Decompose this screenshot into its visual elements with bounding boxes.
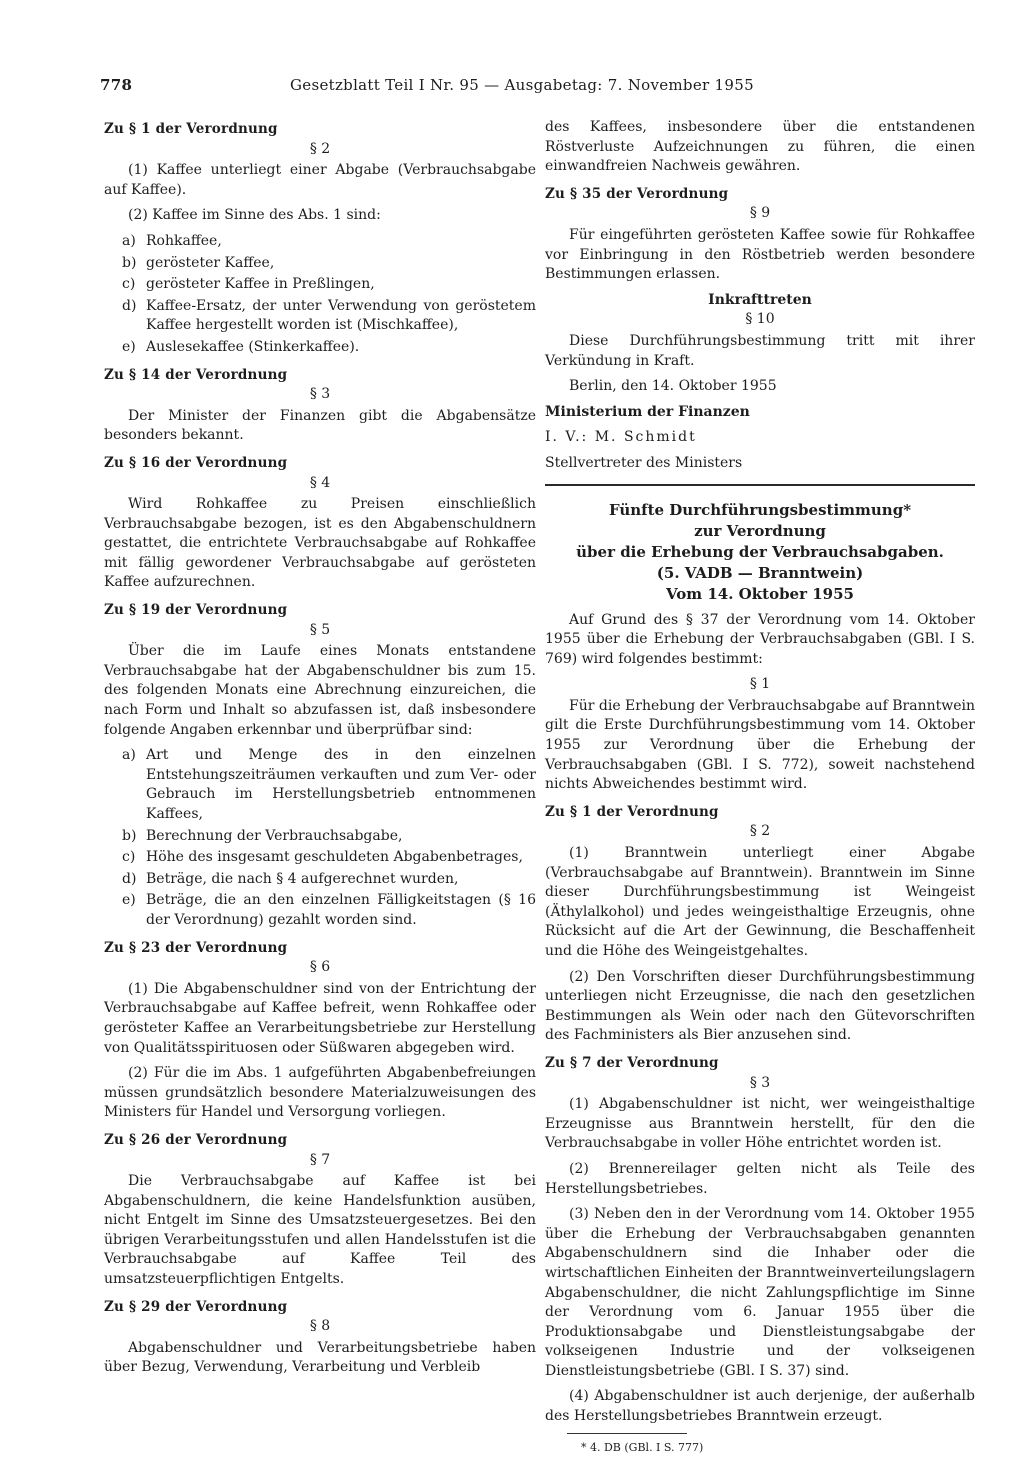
list-item-text: Kaffee-Ersatz, der unter Verwendung von geröstetem Kaffee hergestellt worden ist (Mischkaffee), (146, 297, 536, 334)
section-heading: Zu § 35 der Verordnung (545, 185, 729, 202)
enumerated-list (122, 746, 536, 930)
list-item-text: gerösteter Kaffee in Preßlingen, (146, 276, 375, 293)
paragraph-text: (2) Den Vorschriften dieser Durchführungsbestimmung unterliegen nicht Erzeugnisse, die nach den gesetzlichen Bestimmungen als Wein oder nach den Gütevorschriften des Fachministers als Bier anzusehen sind. (545, 968, 975, 1044)
decree-title-line: Fünfte Durchführungsbestimmung* (608, 500, 912, 519)
list-item (122, 232, 536, 252)
list-item (122, 891, 536, 930)
section-heading: Zu § 23 der Verordnung (104, 939, 288, 956)
ministry-name: Ministerium der Finanzen (545, 403, 750, 420)
list-item-text: Rohkaffee, (146, 232, 222, 249)
paragraph-text: (1) Die Abgabenschuldner sind von der Entrichtung der Verbrauchsabgabe auf Kaffee befreit, wenn Rohkaffee oder gerösteter Kaffee an Verarbeitungsbetriebe zur Herstellung von Qualitätsspirituosen oder Süßwaren abgegeben wird. (104, 980, 536, 1056)
paragraph-text: (1) Branntwein unterliegt einer Abgabe (Verbrauchsabgabe auf Branntwein). Branntwein im Sinne dieser Durchführungsbestimmung ist Weingeist (Äthylalkohol) und jedes weingeisthaltige Erzeugnis, ohne Rücksicht auf die Art der Gewinnung, die Beschaffenheit und die Höhe des Weingeistgehaltes. (545, 845, 975, 959)
header-title: Gesetzblatt Teil I Nr. 95 — Ausgabetag: 7. November 1955 (290, 76, 754, 94)
paragraph-text: (1) Kaffee unterliegt einer Abgabe (Verbrauchsabgabe auf Kaffee). (104, 162, 536, 198)
section-heading: Zu § 1 der Verordnung (545, 803, 719, 820)
right-column (545, 118, 975, 1457)
paragraph-text: Wird Rohkaffee zu Preisen einschließlich Verbrauchsabgabe bezogen, ist es den Abgabenschuldnern gestattet, die entrichtete Verbrauchsabgabe auf Rohkaffee mit fällig gewordener Verbrauchsabgabe auf gerösteten Kaffee aufzurechnen. (104, 496, 536, 591)
section-divider (545, 484, 975, 486)
section-heading: Zu § 19 der Verordnung (104, 602, 288, 619)
section-heading: Zu § 1 der Verordnung (104, 121, 278, 137)
paragraph-number: § 4 (309, 474, 331, 491)
list-item (122, 870, 536, 890)
section-heading: Zu § 29 der Verordnung (104, 1298, 288, 1315)
list-item-text: Beträge, die nach § 4 aufgerechnet wurden, (146, 870, 459, 887)
list-item (122, 297, 536, 336)
paragraph-number: § 3 (309, 386, 331, 403)
paragraph-number: § 2 (749, 823, 771, 840)
paragraph-number: § 1 (749, 676, 771, 693)
footnote: * 4. DB (GBl. I S. 777) (581, 1440, 704, 1454)
list-item-label: a) (122, 232, 136, 249)
paragraph-number: § 8 (309, 1318, 331, 1335)
paragraph-text: (4) Abgabenschuldner ist auch derjenige, der außerhalb des Herstellungsbetriebes Branntwein erzeugt. (545, 1388, 975, 1425)
list-item-label: e) (122, 338, 136, 355)
section-heading: Zu § 26 der Verordnung (104, 1131, 288, 1148)
list-item-label: b) (122, 254, 137, 271)
date-line: Berlin, den 14. Oktober 1955 (569, 378, 777, 395)
paragraph-text: (2) Für die im Abs. 1 aufgeführten Abgabenbefreiungen müssen grundsätzlich besondere Materialzuweisungen des Ministers für Handel und Versorgung vorliegen. (104, 1065, 536, 1121)
paragraph-number: § 10 (745, 311, 775, 328)
page-number: 778 (100, 76, 133, 94)
enumerated-list (122, 232, 536, 358)
left-column (104, 112, 536, 1384)
paragraph-text: Die Verbrauchsabgabe auf Kaffee ist bei Abgabenschuldnern, die keine Handelsfunktion ausüben, nicht Entgelt im Sinne des Umsatzsteuergesetzes. Bei den übrigen Verarbeitungsstufen und allen Handelsstufen ist die Verbrauchsabgabe auf Kaffee Teil des umsatzsteuerpflichtigen Entgelts. (104, 1173, 536, 1288)
paragraph-text: Auf Grund des § 37 der Verordnung vom 14. Oktober 1955 über die Erhebung der Verbrauchsabgaben (GBl. I S. 769) wird folgendes bestimmt: (545, 611, 975, 667)
list-item-text: Höhe des insgesamt geschuldeten Abgabenbetrages, (146, 849, 523, 866)
decree-title-line: (5. VADB — Branntwein) (656, 563, 864, 582)
list-item-label: d) (122, 870, 137, 887)
list-item-label: d) (122, 297, 137, 314)
signer-role: Stellvertreter des Ministers (545, 454, 743, 471)
paragraph-number: § 6 (309, 959, 331, 976)
footnote-divider (567, 1433, 687, 1434)
decree-date: Vom 14. Oktober 1955 (666, 584, 854, 603)
list-item (122, 848, 536, 868)
paragraph-text: Der Minister der Finanzen gibt die Abgabensätze besonders bekannt. (104, 407, 536, 444)
list-item (122, 746, 536, 824)
list-item-text: Auslesekaffee (Stinkerkaffee). (146, 338, 360, 355)
decree-title-line: zur Verordnung (694, 521, 826, 540)
section-heading: Zu § 7 der Verordnung (545, 1054, 719, 1071)
list-item (122, 254, 536, 274)
paragraph-text: (2) Kaffee im Sinne des Abs. 1 sind: (128, 207, 381, 224)
paragraph-text: Für eingeführten gerösteten Kaffee sowie für Rohkaffee vor Einbringung in den Röstbetrieb werden besondere Bestimmungen erlassen. (545, 226, 975, 283)
list-item-label: a) (122, 747, 136, 764)
paragraph-text: Über die im Laufe eines Monats entstandene Verbrauchsabgabe hat der Abgabenschuldner bis zum 15. des folgenden Monats eine Abrechnung einzureichen, die nach Form und Inhalt so abzufassen ist, daß insbesondere folgende Angaben erkennbar und überprüfbar sind: (104, 643, 536, 738)
decree-title-line: über die Erhebung der Verbrauchsabgaben. (576, 542, 944, 561)
list-item-label: c) (122, 849, 136, 866)
inkrafttreten-heading: Inkrafttreten (708, 291, 812, 308)
list-item-label: c) (122, 276, 136, 293)
paragraph-text: (3) Neben den in der Verordnung vom 14. Oktober 1955 über die Erhebung der Verbrauchsabgaben genannten Abgabenschuldnern sind die Inhaber oder die wirtschaftlichen Einheiten der Branntweinverteilungslagern Abgabenschuldner, die nicht Zahlungspflichtige im Sinne der Verordnung vom 6. Januar 1955 über die Produktionsabgabe und Dienstleistungsabgabe der volkseigenen Industrie und der volkseigenen Dienstleistungsbetriebe (GBl. I S. 37) sind. (545, 1206, 975, 1379)
section-heading: Zu § 16 der Verordnung (104, 454, 288, 471)
signer-name: I. V.: M. Schmidt (545, 429, 697, 446)
paragraph-number: § 2 (309, 140, 331, 157)
section-heading: Zu § 14 der Verordnung (104, 366, 288, 383)
list-item-label: b) (122, 827, 137, 844)
paragraph-number: § 7 (309, 1151, 331, 1168)
paragraph-text: Abgabenschuldner und Verarbeitungsbetriebe haben über Bezug, Verwendung, Verarbeitung und Verbleib (104, 1339, 536, 1376)
list-item-text: Beträge, die an den einzelnen Fälligkeitstagen (§ 16 der Verordnung) gezahlt worden sind. (146, 892, 536, 928)
paragraph-text: des Kaffees, insbesondere über die entstandenen Röstverluste Aufzeichnungen zu führen, die einen einwandfreien Nachweis gewähren. (545, 119, 975, 175)
paragraph-number: § 9 (749, 205, 771, 222)
paragraph-text: Für die Erhebung der Verbrauchsabgabe auf Branntwein gilt die Erste Durchführungsbestimmung vom 14. Oktober 1955 zur Verordnung über die Erhebung der Verbrauchsabgaben (GBl. I S. 772), soweit nachstehend nichts Abweichendes bestimmt wird. (545, 697, 975, 793)
list-item-label: e) (122, 892, 136, 909)
list-item (122, 827, 536, 847)
list-item-text: Art und Menge des in den einzelnen Entstehungszeiträumen verkauften und zum Ver- oder Gebrauch im Herstellungsbetrieb entnommenen Kaffees, (146, 747, 536, 822)
list-item (122, 338, 536, 358)
list-item (122, 275, 536, 295)
paragraph-number: § 3 (749, 1074, 771, 1091)
list-item-text: Berechnung der Verbrauchsabgabe, (146, 827, 403, 844)
paragraph-number: § 5 (309, 621, 331, 638)
paragraph-text: Diese Durchführungsbestimmung tritt mit ihrer Verkündung in Kraft. (545, 332, 975, 369)
page-header (100, 76, 780, 102)
paragraph-text: (1) Abgabenschuldner ist nicht, wer weingeisthaltige Erzeugnisse aus Branntwein herstellt, für den die Verbrauchsabgabe in voller Höhe entrichtet worden ist. (545, 1096, 975, 1152)
list-item-text: gerösteter Kaffee, (146, 254, 275, 271)
paragraph-text: (2) Brennereilager gelten nicht als Teile des Herstellungsbetriebes. (545, 1160, 975, 1197)
